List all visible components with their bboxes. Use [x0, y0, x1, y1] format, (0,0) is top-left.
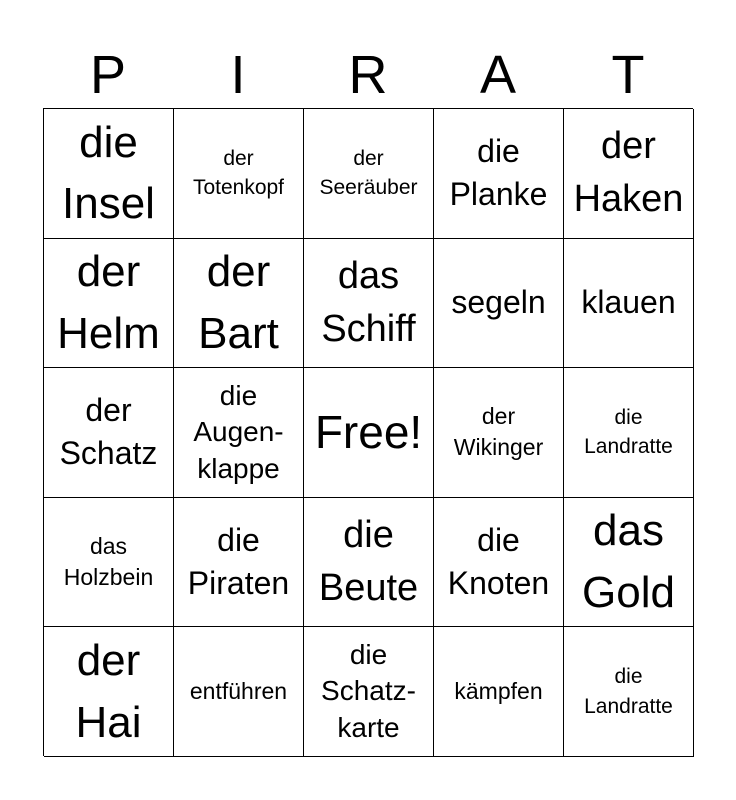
header-letter-p: P	[89, 45, 127, 105]
bingo-cell[interactable]	[564, 109, 694, 239]
bingo-cell[interactable]	[44, 498, 174, 628]
free-space-text: Free!	[314, 406, 423, 459]
cell-text: klauen	[581, 284, 676, 321]
cell-text: die Piraten	[187, 521, 290, 602]
bingo-board	[43, 108, 693, 756]
cell-text: die Planke	[449, 133, 548, 213]
bingo-cell[interactable]	[44, 368, 174, 498]
free-space-cell[interactable]	[304, 368, 434, 498]
header-letter-i: I	[230, 45, 246, 105]
bingo-cell[interactable]	[564, 627, 694, 757]
cell-text: die Augen- klappe	[193, 379, 284, 484]
cell-text: die Landratte	[584, 665, 673, 718]
cell-text: der Hai	[75, 636, 142, 747]
bingo-cell[interactable]	[434, 109, 564, 239]
bingo-cell[interactable]	[304, 498, 434, 628]
cell-text: die Landratte	[584, 406, 673, 459]
bingo-cell[interactable]	[564, 239, 694, 369]
cell-text: der Haken	[573, 125, 684, 221]
bingo-cell[interactable]	[174, 627, 304, 757]
cell-text: die Knoten	[447, 521, 550, 602]
header-letter-t: T	[611, 45, 645, 105]
cell-text: die Insel	[62, 117, 155, 229]
bingo-cell[interactable]	[44, 627, 174, 757]
bingo-header	[43, 42, 693, 108]
bingo-cell[interactable]	[174, 368, 304, 498]
bingo-cell[interactable]	[304, 109, 434, 239]
bingo-cell[interactable]	[304, 239, 434, 369]
cell-text: die Beute	[318, 513, 419, 610]
cell-text: der Bart	[198, 247, 279, 358]
cell-text: segeln	[451, 284, 546, 321]
bingo-cell[interactable]	[564, 368, 694, 498]
cell-text: die Schatz- karte	[321, 639, 416, 743]
cell-text: der Seeräuber	[319, 146, 418, 200]
cell-text: der Schatz	[59, 392, 158, 472]
bingo-cell[interactable]	[434, 368, 564, 498]
bingo-cell[interactable]	[434, 498, 564, 628]
cell-text: kämpfen	[454, 678, 543, 705]
bingo-cell[interactable]	[174, 239, 304, 369]
cell-text: der Helm	[57, 247, 160, 358]
bingo-cell[interactable]	[434, 627, 564, 757]
header-letter-a: A	[479, 45, 517, 105]
cell-text: der Wikinger	[453, 403, 544, 461]
bingo-cell[interactable]	[304, 627, 434, 757]
cell-text: der Totenkopf	[192, 146, 285, 200]
bingo-cell[interactable]	[174, 498, 304, 628]
cell-text: das Gold	[582, 506, 675, 618]
cell-text: entführen	[189, 678, 288, 705]
bingo-cell[interactable]	[434, 239, 564, 369]
cell-text: das Schiff	[321, 254, 416, 350]
cell-text: das Holzbein	[63, 533, 154, 591]
bingo-cell[interactable]	[174, 109, 304, 239]
header-letter-r: R	[348, 45, 388, 105]
bingo-cell[interactable]	[44, 239, 174, 369]
bingo-cell[interactable]	[564, 498, 694, 628]
bingo-cell[interactable]	[44, 109, 174, 239]
